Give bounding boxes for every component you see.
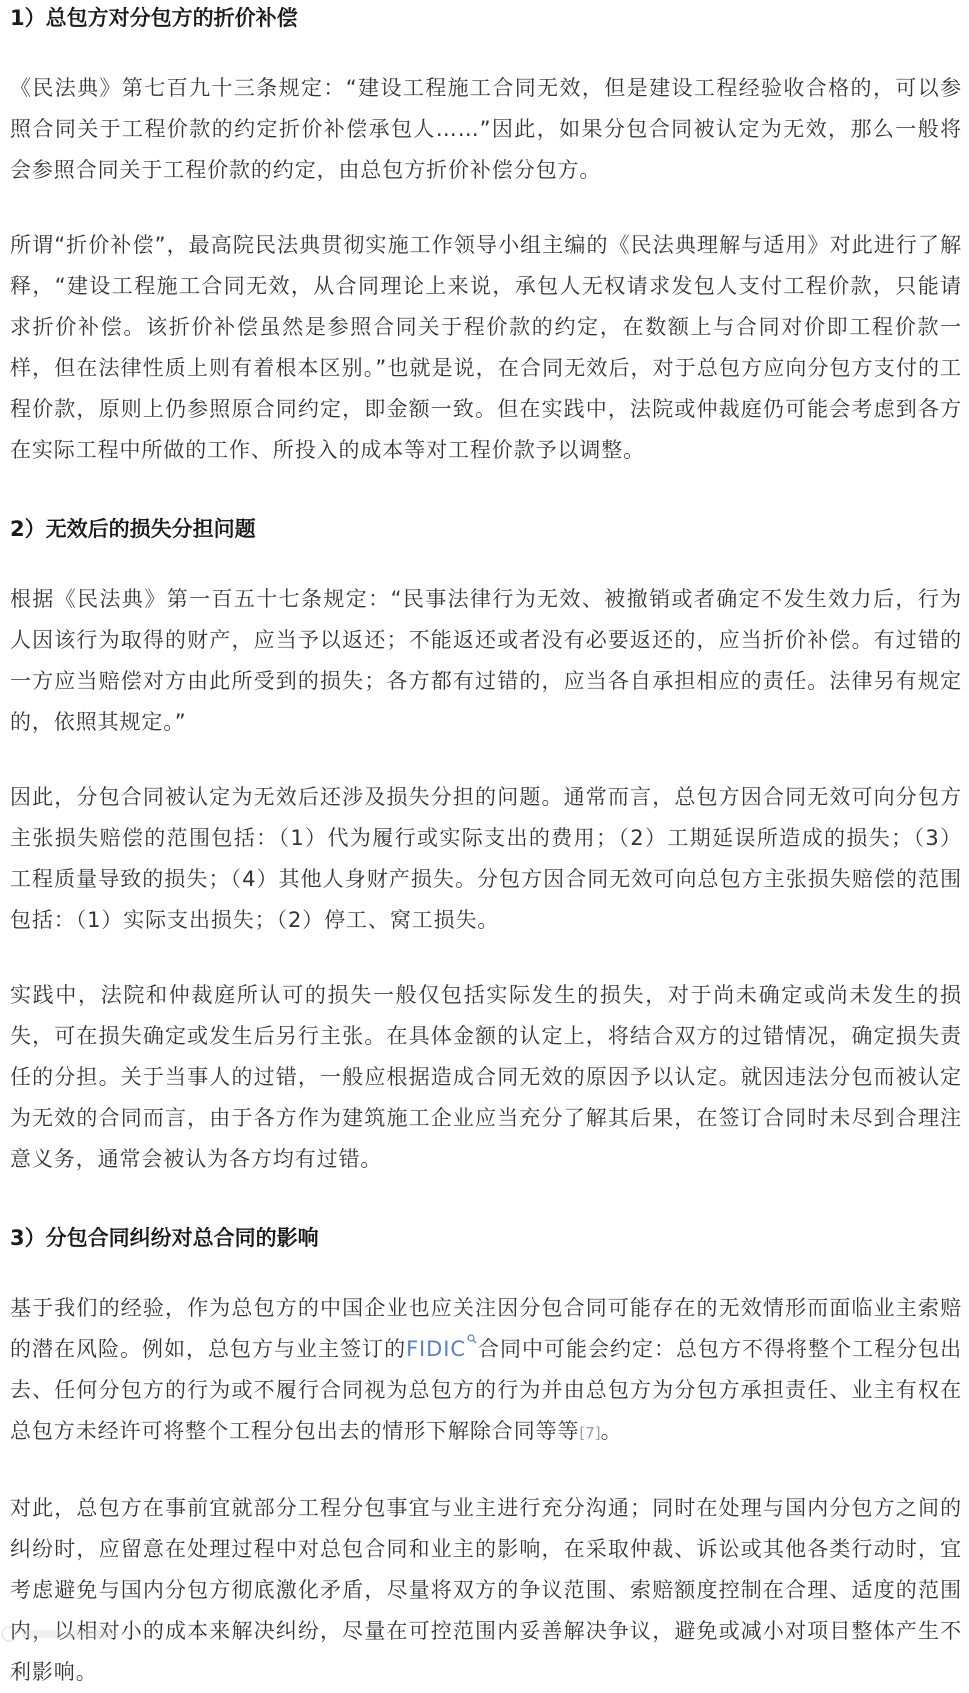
section-1-paragraph-1: 《民法典》第七百九十三条规定：“建设工程施工合同无效，但是建设工程经验收合格的，可以参照合同关于工程价款的约定折价补偿承包人……”因此，如果分包合同被认定为无效，那么一般将会参照合同关于工程价款的约定，由总包方折价补偿分包方。 — [10, 76, 962, 182]
section-3-paragraph-1-end: 。 — [600, 1419, 623, 1443]
section-2-heading: 2）无效后的损失分担问题 — [10, 517, 256, 541]
footnote-ref-7[interactable]: [7] — [579, 1424, 601, 1442]
section-3-paragraph-2: 对此，总包方在事前宜就部分工程分包事宜与业主进行充分沟通；同时在处理与国内分包方之间的纠纷时，应留意在处理过程中对总包合同和业主的影响，在采取仲裁、诉讼或其他各类行动时，宜考虑避免与国内分包方彻底激化矛盾，尽量将双方的争议范围、索赔额度控制在合理、适度的范围内，以相对小的成本来解决纠纷，尽量在可控范围内妥善解决争议，避免或减小对项目整体产生不利影响。 — [10, 1496, 962, 1684]
article-body — [10, 0, 962, 1693]
watermark-logo — [0, 1623, 130, 1645]
section-2-paragraph-2: 因此，分包合同被认定为无效后还涉及损失分担的问题。通常而言，总包方因合同无效可向分包方主张损失赔偿的范围包括：（1）代为履行或实际支出的费用；（2）工期延误所造成的损失；（3）工程质量导致的损失；（4）其他人身财产损失。分包方因合同无效可向总包方主张损失赔偿的范围包括：（1）实际支出损失；（2）停工、窝工损失。 — [10, 785, 962, 932]
section-3-paragraph-1 — [10, 1288, 962, 1454]
search-icon[interactable] — [467, 1334, 477, 1344]
section-3-heading: 3）分包合同纠纷对总合同的影响 — [10, 1226, 319, 1250]
section-1-paragraph-2: 所谓“折价补偿”，最高院民法典贯彻实施工作领导小组主编的《民法典理解与适用》对此进行了解释，“建设工程施工合同无效，从合同理论上来说，承包人无权请求发包人支付工程价款，只能请求折价补偿。该折价补偿虽然是参照合同关于程价款的约定，在数额上与合同对价即工程价款一样，但在法律性质上则有着根本区别。”也就是说，在合同无效后，对于总包方应向分包方支付的工程价款，原则上仍参照原合同约定，即金额一致。但在实践中，法院或仲裁庭仍可能会考虑到各方在实际工程中所做的工作、所投入的成本等对工程价款予以调整。 — [10, 233, 962, 462]
section-2-paragraph-1: 根据《民法典》第一百五十七条规定：“民事法律行为无效、被撤销或者确定不发生效力后，行为人因该行为取得的财产，应当予以返还；不能返还或者没有必要返还的，应当折价补偿。有过错的一方应当赔偿对方由此所受到的损失；各方都有过错的，应当各自承担相应的责任。法律另有规定的，依照其规定。” — [10, 587, 962, 734]
fidic-term-link[interactable]: FIDIC — [406, 1337, 466, 1361]
section-3-paragraph-1-text-a: 基于我们的经验，作为总包方的中国企业也应关注因分包合同可能存在的无效情形而面临业主索赔的潜在风险。例如，总包方与业主签订的 — [10, 1296, 962, 1361]
section-1-heading: 1）总包方对分包方的折价补偿 — [10, 6, 298, 30]
section-2-paragraph-3: 实践中，法院和仲裁庭所认可的损失一般仅包括实际发生的损失，对于尚未确定或尚未发生的损失，可在损失确定或发生后另行主张。在具体金额的认定上，将结合双方的过错情况，确定损失责任的分担。关于当事人的过错，一般应根据造成合同无效的原因予以认定。就因违法分包而被认定为无效的合同而言，由于各方作为建筑施工企业应当充分了解其后果，在签订合同时未尽到合理注意义务，通常会被认为各方均有过错。 — [10, 983, 962, 1171]
section-3-paragraph-1-text-b: 合同中可能会约定：总包方不得将整个工程分包出去、任何分包方的行为或不履行合同视为总包方的行为并由总包方为分包方承担责任、业主有权在总包方未经许可将整个工程分包出去的情形下解除合同等等 — [10, 1337, 962, 1443]
